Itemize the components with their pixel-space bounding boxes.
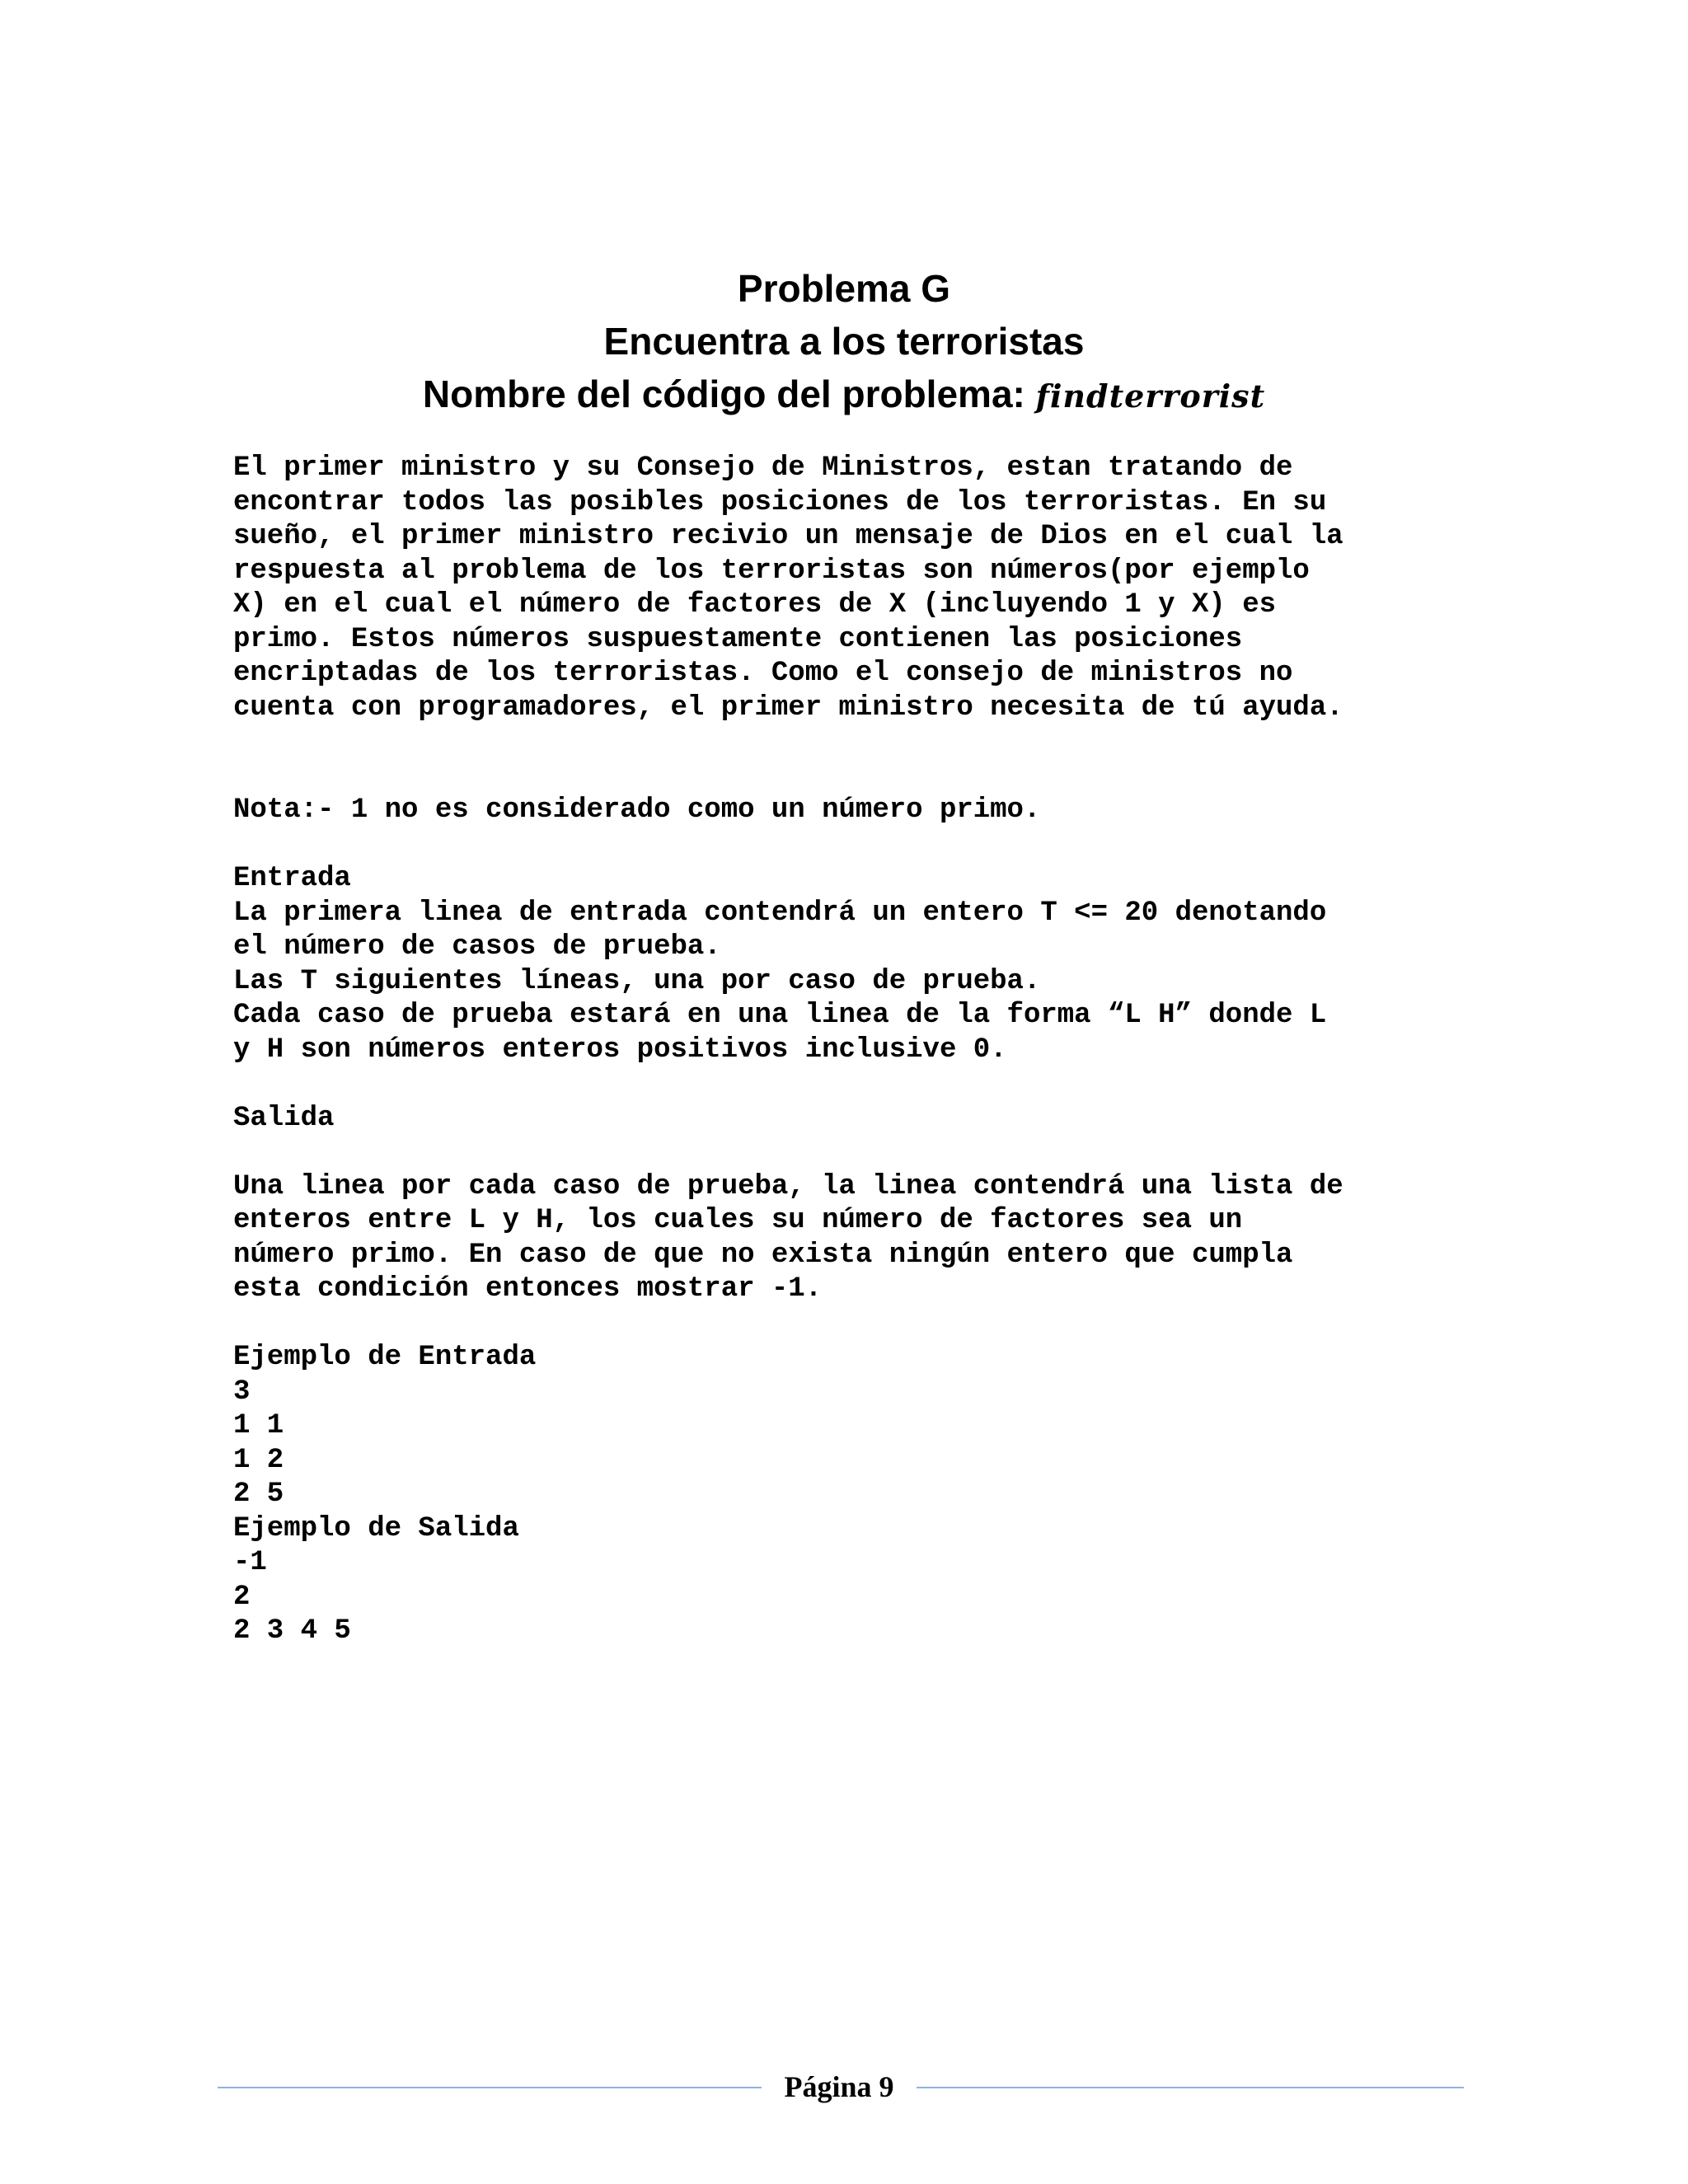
input-line: y H son números enteros positivos inclusive 0. — [233, 1033, 1007, 1066]
statement-line: encriptadas de los terroristas. Como el consejo de ministros no — [233, 658, 1293, 689]
input-heading: Entrada — [233, 863, 351, 894]
sample-input-line: 1 2 — [233, 1444, 284, 1476]
sample-input-heading: Ejemplo de Entrada — [233, 1342, 537, 1373]
sample-input-line: 2 5 — [233, 1479, 284, 1510]
sample-input-line: 3 — [233, 1376, 251, 1408]
input-line: Cada caso de prueba estará en una linea de la forma “L H” donde L — [233, 1000, 1327, 1031]
statement-paragraph — [233, 452, 1445, 725]
statement-line: sueño, el primer ministro recivio un mensaje de Dios en el cual la — [233, 521, 1343, 552]
output-line: Una linea por cada caso de prueba, la linea contendrá una lista de — [233, 1170, 1343, 1202]
note: Nota:- 1 no es considerado como un número primo. — [233, 794, 1041, 826]
sample-input-line: 1 1 — [233, 1410, 284, 1441]
problem-label: Problema G — [737, 267, 951, 310]
sample-output-line: 2 — [233, 1581, 251, 1613]
input-line: el número de casos de prueba. — [233, 931, 721, 963]
page-number: Página 9 — [784, 2070, 894, 2103]
statement-line: primo. Estos números suspuestamente contienen las posiciones — [233, 623, 1243, 655]
input-line: La primera linea de entrada contendrá un entero T <= 20 denotando — [233, 897, 1327, 929]
statement-line: cuenta con programadores, el primer ministro necesita de tú ayuda. — [233, 691, 1343, 724]
output-line: esta condición entonces mostrar -1. — [233, 1273, 823, 1305]
code-name-label: Nombre del código del problema: — [422, 373, 1025, 415]
problem-code-line — [0, 368, 1688, 423]
output-line: número primo. En caso de que no exista ningún entero que cumpla — [233, 1239, 1293, 1271]
output-section — [233, 1102, 1445, 1307]
code-name: findterrorist — [1035, 377, 1266, 415]
problem-title: Encuentra a los terroristas — [603, 320, 1085, 363]
statement-line: encontrar todos las posibles posiciones de los terroristas. En su — [233, 486, 1327, 518]
footer-rule-left — [218, 2087, 762, 2088]
sample-output-heading: Ejemplo de Salida — [233, 1512, 519, 1544]
output-line: enteros entre L y H, los cuales su número de factores sea un — [233, 1205, 1243, 1236]
input-section — [233, 862, 1445, 1067]
sample-output-line: -1 — [233, 1547, 267, 1578]
statement-line: respuesta al problema de los terroristas son números(por ejemplo — [233, 555, 1310, 587]
footer-rule-right — [917, 2087, 1464, 2088]
sample-input — [233, 1341, 1445, 1512]
sample-output — [233, 1512, 1445, 1649]
statement-line: X) en el cual el número de factores de X (incluyendo 1 y X) es — [233, 589, 1277, 621]
output-heading: Salida — [233, 1102, 335, 1134]
title-block — [0, 262, 1688, 423]
sample-output-line: 2 3 4 5 — [233, 1615, 351, 1647]
page-footer — [218, 2070, 1464, 2103]
input-line: Las T siguientes líneas, una por caso de prueba. — [233, 965, 1041, 997]
statement-line: El primer ministro y su Consejo de Ministros, estan tratando de — [233, 452, 1293, 484]
problem-body — [233, 452, 1445, 1649]
